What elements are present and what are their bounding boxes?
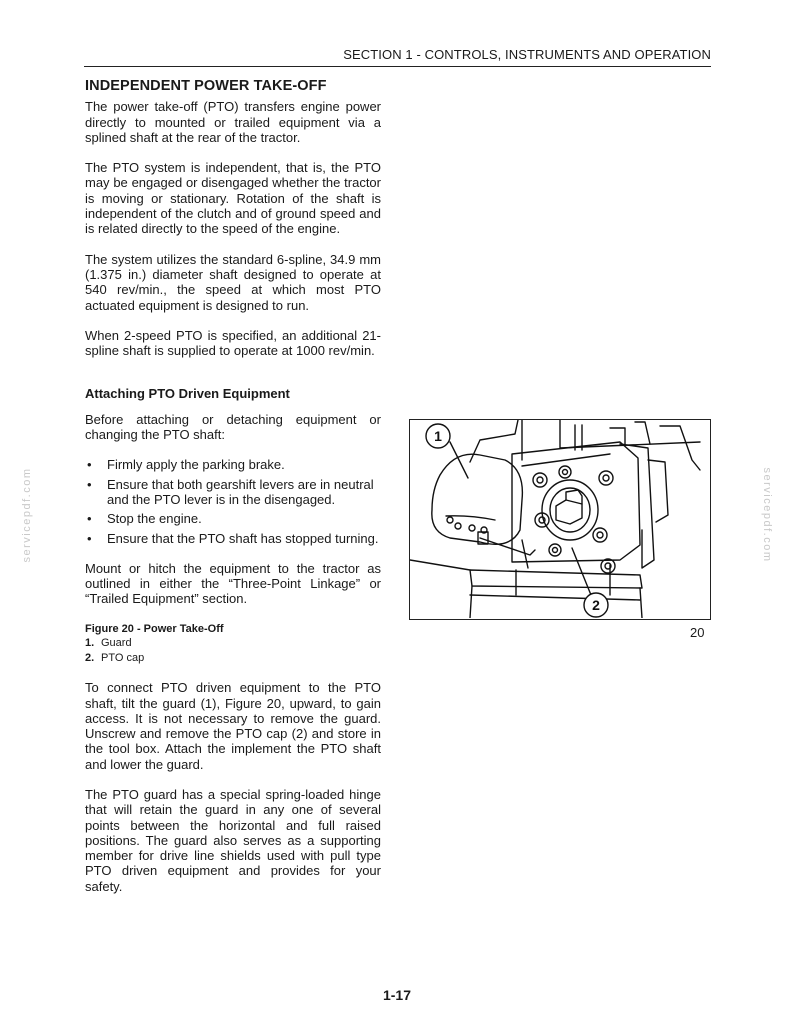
paragraph-mount: Mount or hitch the equipment to the tractor as outlined in either the “Three-Point Linkage” or “Trailed Equipment” section. (85, 560, 381, 607)
paragraph-independent: The PTO system is independent, that is, the PTO may be engaged or disengaged whether the tractor is moving or stationary. Rotation of the shaft is independent of the clutch and of ground speed and is related directly to the speed of the engine. (85, 160, 381, 237)
pto-line-drawing (410, 420, 709, 618)
page-number: 1-17 (382, 987, 412, 1003)
safety-checklist (85, 457, 381, 545)
bullet-icon: • (87, 530, 92, 546)
caption-item: 1. Guard (85, 637, 132, 650)
list-item: • Ensure that both gearshift levers are in neutral and the PTO lever is in the disengaged. (87, 476, 374, 507)
caption-item: 2. PTO cap (85, 651, 145, 664)
bullet-icon: • (87, 457, 92, 473)
figure-number: 20 (690, 625, 705, 640)
section-header: SECTION 1 - CONTROLS, INSTRUMENTS AND OPERATION (343, 47, 711, 62)
paragraph-pto-intro: The power take-off (PTO) transfers engine power directly to mounted or trailed equipment via a splined shaft at the rear of the tractor. (85, 99, 381, 145)
bullet-icon: • (87, 511, 92, 527)
watermark-left: servicepdf.com (21, 467, 33, 563)
subheading-attaching: Attaching PTO Driven Equipment (85, 386, 290, 402)
header-divider (84, 66, 711, 67)
page-title: INDEPENDENT POWER TAKE-OFF (85, 78, 327, 94)
text-column (85, 79, 381, 909)
bullet-icon: • (87, 476, 92, 492)
figure-pto-illustration (409, 419, 711, 620)
paragraph-2-speed: When 2-speed PTO is specified, an additional 21-spline shaft is supplied to operate at 1000 rev/min. (85, 327, 381, 359)
paragraph-before-attaching: Before attaching or detaching equipment or changing the PTO shaft: (85, 411, 381, 443)
figure-caption-title: Figure 20 - Power Take-Off (85, 622, 224, 635)
list-item: • Ensure that the PTO shaft has stopped turning. (87, 530, 379, 546)
list-item: • Firmly apply the parking brake. (87, 457, 285, 473)
callout-label-2: 2 (592, 597, 600, 613)
paragraph-shaft-spec: The system utilizes the standard 6-spline, 34.9 mm (1.375 in.) diameter shaft designed to operate at 540 rev/min., the speed at which most PTO actuated equipment is designed to run. (85, 251, 381, 313)
watermark-right: servicepdf.com (761, 467, 773, 563)
paragraph-connect: To connect PTO driven equipment to the PTO shaft, tilt the guard (1), Figure 20, upward, to gain access. It is not necessary to remove the guard. Unscrew and remove the PTO cap (2) and store in the tool box. Attach the implement the PTO shaft and lower the guard. (85, 680, 381, 772)
figure-caption (85, 622, 381, 666)
paragraph-guard-hinge: The PTO guard has a special spring-loaded hinge that will retain the guard in any one of several points between the horizontal and full raised positions. The guard also serves as a supporting member for drive line shields used with pull type PTO driven equipment and provides for your safety. (85, 787, 381, 894)
list-item: • Stop the engine. (87, 511, 202, 527)
callout-label-1: 1 (434, 428, 442, 444)
